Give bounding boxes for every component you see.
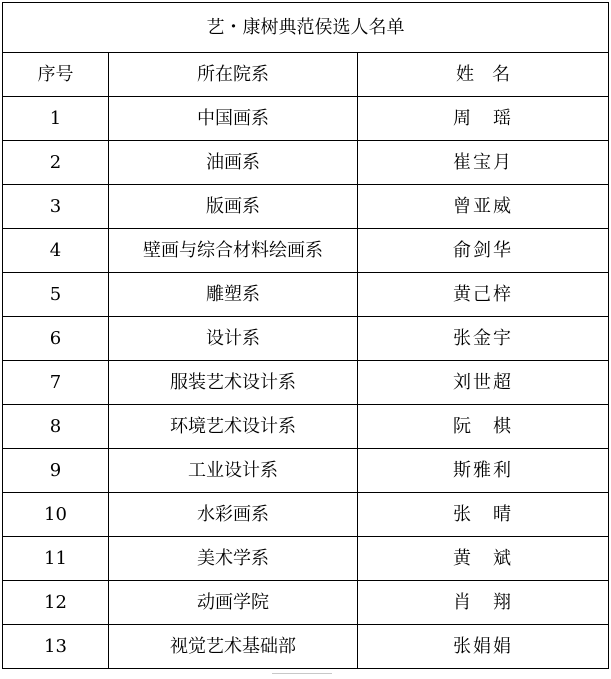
row-department: 动画学院 xyxy=(109,581,358,625)
table-row xyxy=(3,493,609,537)
row-number: 2 xyxy=(3,141,109,185)
table-row xyxy=(3,273,609,317)
row-candidate-name: 斯雅利 xyxy=(358,449,609,493)
row-department: 雕塑系 xyxy=(109,273,358,317)
row-candidate-name: 黄己梓 xyxy=(358,273,609,317)
row-number: 3 xyxy=(3,185,109,229)
header-no: 序号 xyxy=(3,53,109,97)
row-candidate-name: 周 瑶 xyxy=(358,97,609,141)
row-department: 中国画系 xyxy=(109,97,358,141)
row-number: 10 xyxy=(3,493,109,537)
row-number: 6 xyxy=(3,317,109,361)
header-row xyxy=(3,53,609,97)
row-candidate-name: 崔宝月 xyxy=(358,141,609,185)
row-department: 服装艺术设计系 xyxy=(109,361,358,405)
row-candidate-name: 俞剑华 xyxy=(358,229,609,273)
row-candidate-name: 张娟娟 xyxy=(358,625,609,669)
row-number: 4 xyxy=(3,229,109,273)
table-row xyxy=(3,449,609,493)
table-row xyxy=(3,97,609,141)
row-number: 1 xyxy=(3,97,109,141)
row-department: 水彩画系 xyxy=(109,493,358,537)
table-row xyxy=(3,361,609,405)
row-number: 13 xyxy=(3,625,109,669)
table-row xyxy=(3,141,609,185)
row-department: 工业设计系 xyxy=(109,449,358,493)
row-candidate-name: 黄 斌 xyxy=(358,537,609,581)
candidate-table xyxy=(2,2,609,669)
row-candidate-name: 曾亚威 xyxy=(358,185,609,229)
row-department: 油画系 xyxy=(109,141,358,185)
title-row xyxy=(3,3,609,53)
row-department: 视觉艺术基础部 xyxy=(109,625,358,669)
table-row xyxy=(3,229,609,273)
table-row xyxy=(3,581,609,625)
row-number: 12 xyxy=(3,581,109,625)
row-department: 环境艺术设计系 xyxy=(109,405,358,449)
row-candidate-name: 阮 棋 xyxy=(358,405,609,449)
row-department: 版画系 xyxy=(109,185,358,229)
row-number: 8 xyxy=(3,405,109,449)
row-number: 7 xyxy=(3,361,109,405)
row-number: 9 xyxy=(3,449,109,493)
table-row xyxy=(3,317,609,361)
table-row xyxy=(3,405,609,449)
header-department: 所在院系 xyxy=(109,53,358,97)
row-department: 美术学系 xyxy=(109,537,358,581)
table-row xyxy=(3,537,609,581)
row-department: 设计系 xyxy=(109,317,358,361)
row-candidate-name: 张 晴 xyxy=(358,493,609,537)
table-title: 艺・康树典范侯选人名单 xyxy=(3,3,609,53)
page-edge-mark xyxy=(272,673,332,678)
header-name: 姓 名 xyxy=(358,53,609,97)
row-candidate-name: 刘世超 xyxy=(358,361,609,405)
table-row xyxy=(3,625,609,669)
row-department: 壁画与综合材料绘画系 xyxy=(109,229,358,273)
table-row xyxy=(3,185,609,229)
row-number: 11 xyxy=(3,537,109,581)
row-number: 5 xyxy=(3,273,109,317)
row-candidate-name: 肖 翔 xyxy=(358,581,609,625)
row-candidate-name: 张金宇 xyxy=(358,317,609,361)
